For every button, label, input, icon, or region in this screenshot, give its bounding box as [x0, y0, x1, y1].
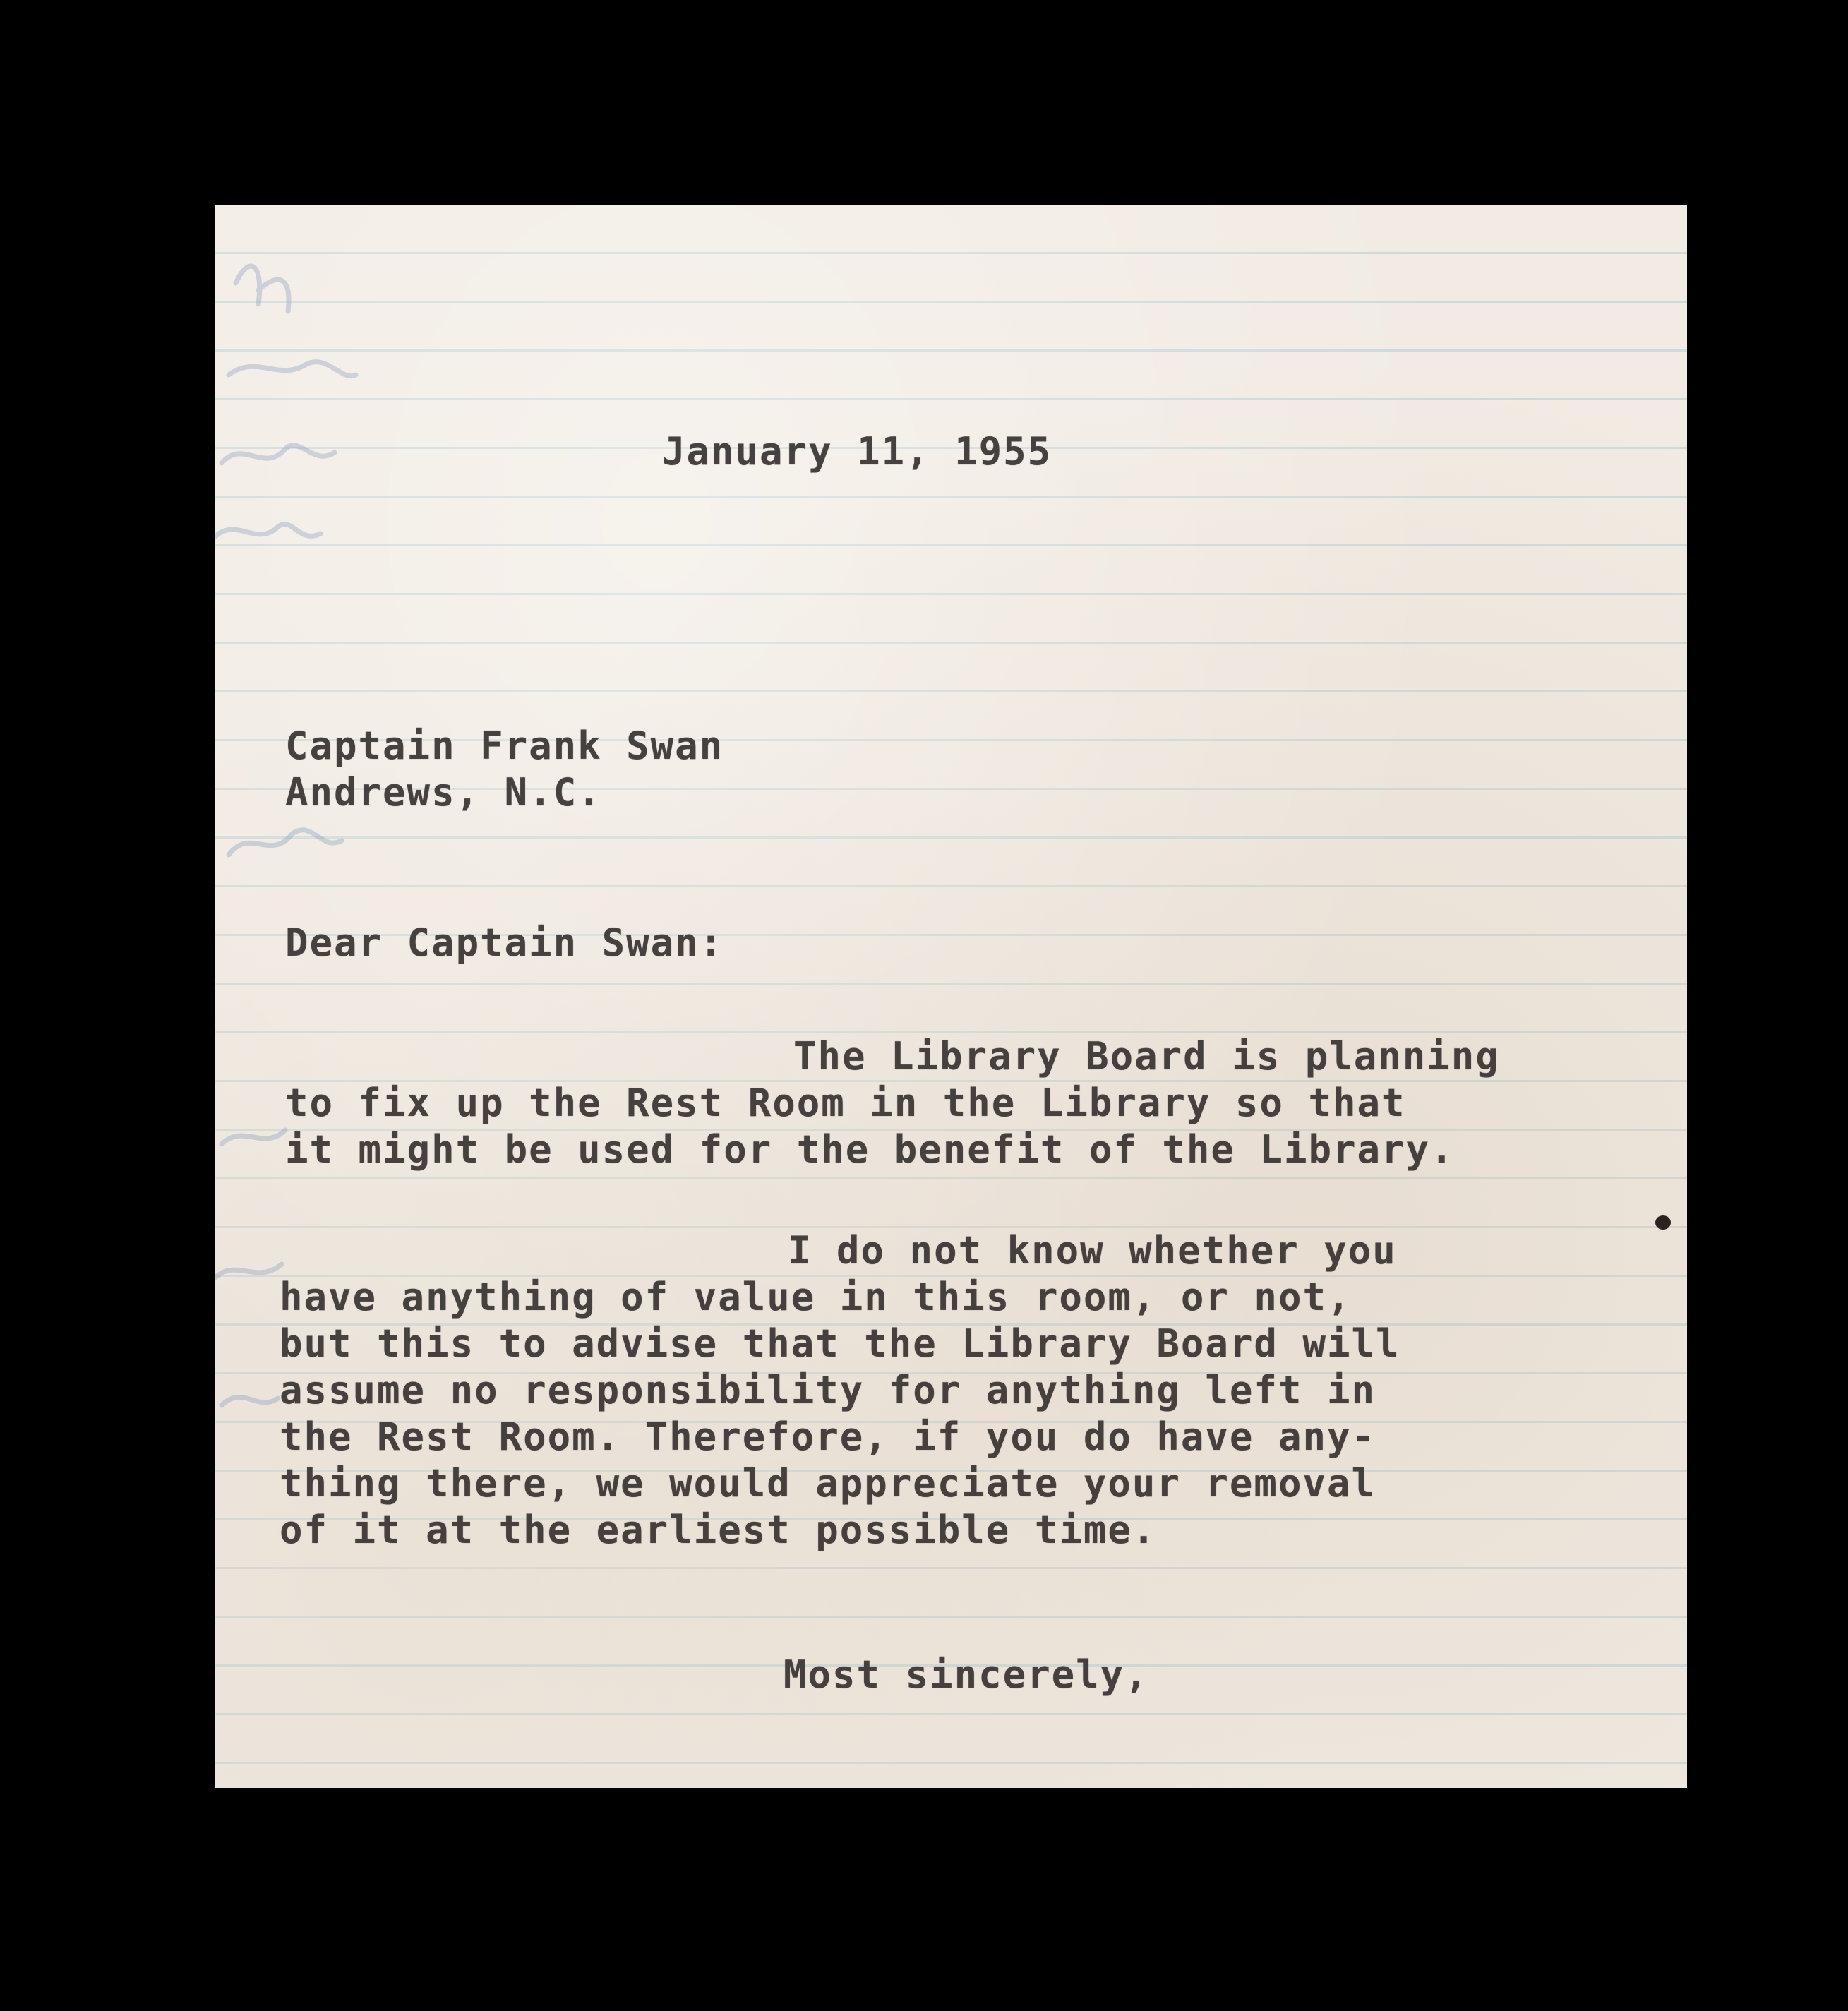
paragraph-one-line: to fix up the Rest Room in the Library so that — [285, 1081, 1406, 1125]
paragraph-one — [285, 1033, 1500, 1173]
recipient-address: Andrews, N.C. — [285, 770, 602, 815]
paragraph-one-line: The Library Board is planning — [793, 1034, 1500, 1079]
paragraph-two-line: assume no responsibility for anything left in — [280, 1368, 1376, 1412]
paragraph-one-line: it might be used for the benefit of the Library. — [285, 1127, 1455, 1172]
paragraph-two-line: I do not know whether you — [788, 1228, 1397, 1273]
paragraph-two-line: of it at the earliest possible time. — [280, 1508, 1157, 1552]
paragraph-two-line: the Rest Room. Therefore, if you do have any- — [280, 1415, 1376, 1459]
paragraph-two — [280, 1227, 1400, 1554]
salutation: Dear Captain Swan: — [285, 920, 724, 965]
ink-spot — [1655, 1215, 1671, 1230]
paragraph-two-line: have anything of value in this room, or not, — [280, 1275, 1352, 1319]
letter-page — [215, 205, 1687, 1788]
letter-date: January 11, 1955 — [662, 429, 1052, 474]
closing: Most sincerely, — [784, 1652, 1149, 1697]
paragraph-two-line: thing there, we would appreciate your removal — [280, 1461, 1376, 1506]
recipient-name: Captain Frank Swan — [285, 724, 724, 768]
paragraph-two-line: but this to advise that the Library Board will — [280, 1321, 1400, 1366]
